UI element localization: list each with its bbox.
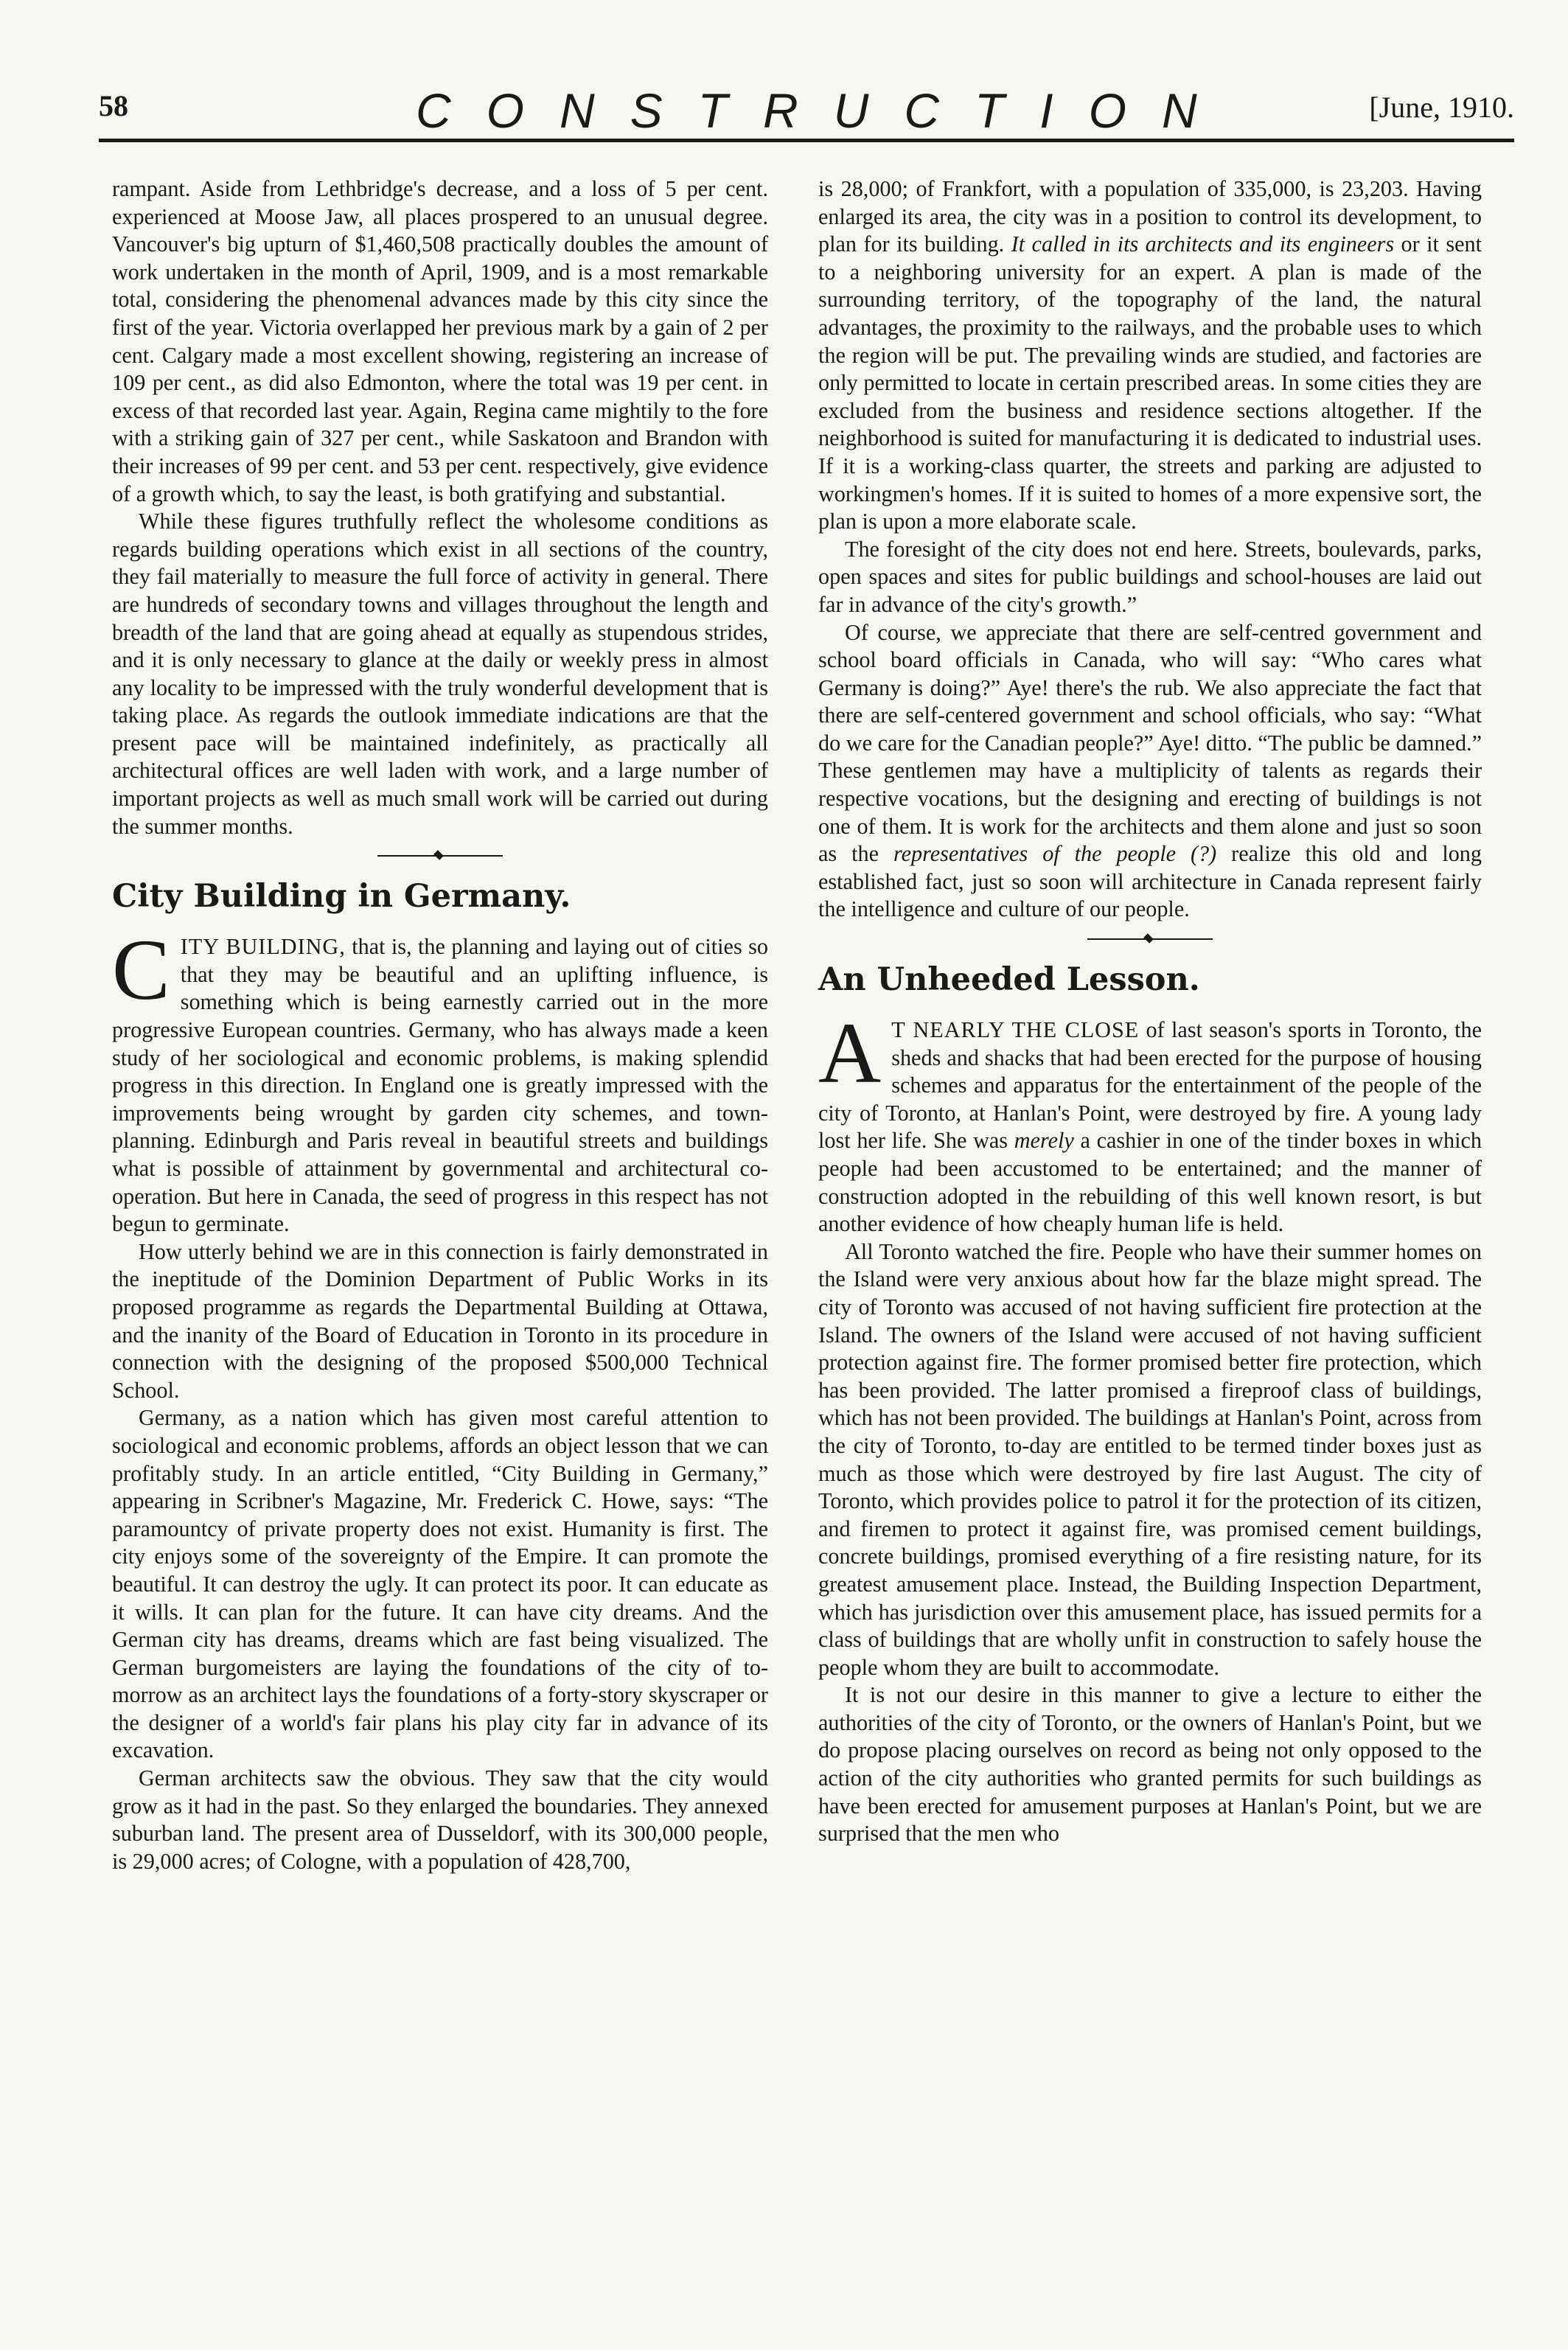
page-header	[99, 83, 1514, 142]
lead-in-caps: ITY BUILDING,	[180, 934, 346, 960]
italic-text: It called in its architects and its engineers	[1011, 231, 1395, 257]
paragraph-with-dropcap	[112, 921, 768, 1238]
dropcap: C	[112, 921, 170, 1019]
paragraph: All Toronto watched the fire. People who have their summer homes on the Island were very anxious about how far the blaze might spread. The city of Toronto was accused of not having sufficient fire protection at the Island. The owners of the Island were accused of not having sufficient protection against fire. The former promised better fire protection, which has been provided. The latter promised a fireproof class of buildings, which has not been provided. The buildings at Hanlan's Point, across from the city of Toronto, to-day are entitled to be termed tinder boxes just as much as those which were destroyed by fire last August. The city of Toronto, which provides police to patrol it for the protection of its citizen, and firemen to protect it against fire, was promised cement buildings, concrete buildings, promised everything of a fire resisting nature, for its greatest amusement place. Instead, the Building Inspection Department, which has jurisdiction over this amusement place, has issued permits for a class of buildings that are wholly unfit in construction to safely house the people whom they are built to accommodate.	[818, 1238, 1482, 1680]
paragraph-text: is 28,000; of Frankfort, with a population of 335,000, is 23,203. Having enlarged its area, the city was in a position to control its development, to plan for its building.	[818, 176, 1482, 257]
lead-in-caps: T NEARLY THE CLOSE	[891, 1017, 1140, 1043]
paragraph-with-dropcap	[818, 1005, 1482, 1238]
paragraph	[818, 175, 1482, 536]
italic-text: merely	[1014, 1128, 1074, 1154]
paragraph-text: realize this old and long established fact, just so soon will architecture in Canada represent fairly the intelligence and culture of our people.	[818, 841, 1482, 922]
paragraph-text: of last season's sports in Toronto, the sheds and shacks that had been erected for the purpose of housing schemes and apparatus for the entertainment of the people of the city of Toronto, at Hanlan's Point, were destroyed by fire. A young lady lost her life. She was	[818, 1017, 1482, 1154]
paragraph: rampant. Aside from Lethbridge's decrease, and a loss of 5 per cent. experienced at Moose Jaw, all places prospered to an unusual degree. Vancouver's big upturn of $1,460,508 practically doubles the amount of work undertaken in the month of April, 1909, and is a most remarkable total, considering the phenomenal advances made by this city since the first of the year. Victoria overlapped her previous mark by a gain of 2 per cent. Calgary made a most excellent showing, registering an increase of 109 per cent., as did also Edmonton, where the total was 19 per cent. in excess of that recorded last year. Again, Regina came mightily to the fore with a striking gain of 327 per cent., while Saskatoon and Brandon with their increases of 99 per cent. and 53 per cent. respectively, give evidence of a growth which, to say the least, is both gratifying and substantial.	[112, 176, 768, 506]
paragraph: German architects saw the obvious. They saw that the city would grow as it had in the past. So they enlarged the boundaries. They annexed suburban land. The present area of Dusseldorf, with its 300,000 people, is 29,000 acres; of Cologne, with a population of 428,700,	[112, 1765, 768, 1874]
dropcap: A	[818, 1005, 882, 1102]
paragraph: It is not our desire in this manner to give a lecture to either the authorities of the city of Toronto, or the owners of Hanlan's Point, but we do propose placing ourselves on record as being not only opposed to the action of the city authorities who granted permits for such buildings as have been erected for amusement purposes at Hanlan's Point, but we are surprised that the men who	[818, 1682, 1482, 1847]
right-column	[818, 175, 1482, 1848]
paragraph-text: or it sent to a neighboring university for an expert. A plan is made of the surrounding territory, of the topography of the land, the natural advantages, the proximity to the railways, and the probable uses to which the region will be put. The prevailing winds are studied, and factories are only permitted to locate in certain prescribed areas. In some cities they are excluded from the business and residence sections altogether. If the neighborhood is suited for manufacturing it is dedicated to industrial uses. If it is a working-class quarter, the streets and parking are adjusted to workingmen's homes. If it is suited to homes of a more expensive sort, the plan is upon a more elaborate scale.	[818, 231, 1482, 534]
paragraph: While these figures truthfully reflect the wholesome conditions as regards building operations which exist in all sections of the country, they fail materially to measure the full force of activity in general. There are hundreds of secondary towns and villages throughout the length and breadth of the land that are going ahead at equally as stupendous strides, and it is only necessary to glance at the daily or weekly press in almost any locality to be impressed with the truly wonderful development that is taking place. As regards the outlook immediate indications are that the present pace will be maintained indefinitely, as practically all architectural offices are well laden with work, and a large number of important projects as well as much small work will be carried out during the summer months.	[112, 509, 768, 839]
page-number: 58	[99, 89, 128, 122]
paragraph: Germany, as a nation which has given most careful attention to sociological and economic problems, affords an object lesson that we can profitably study. In an article entitled, “City Building in Germany,” appearing in Scribner's Magazine, Mr. Frederick C. Howe, says: “The paramountcy of private property does not exist. Humanity is first. The city enjoys some of the sovereignty of the Empire. It can promote the beautiful. It can destroy the ugly. It can protect its poor. It can educate as it wills. It can plan for the future. It can have city dreams. And the German city has dreams, dreams which are fast being visualized. The German burgomeisters are laying the foundations of the city of to-morrow as an architect lays the foundations of a forty-story skyscraper or the designer of a world's fair plans his play city far in advance of its excavation.	[112, 1405, 768, 1763]
paragraph	[818, 619, 1482, 924]
issue-date: [June, 1910.	[1369, 91, 1514, 124]
section-divider	[1087, 934, 1213, 944]
section-divider	[377, 851, 503, 861]
magazine-title: CONSTRUCTION	[416, 83, 1233, 138]
paragraph: How utterly behind we are in this connection is fairly demonstrated in the ineptitude of the Dominion Department of Public Works in its proposed programme as regards the Departmental Building at Ottawa, and the inanity of the Board of Education in Toronto in its procedure in connection with the designing of the proposed $500,000 Technical School.	[112, 1238, 768, 1403]
left-column	[112, 175, 768, 1875]
paragraph-text: a cashier in one of the tinder boxes in which people had been accustomed to be entertained; and the manner of construction adopted in the rebuilding of this well known resort, is but another evidence of how cheaply human life is held.	[818, 1128, 1482, 1237]
paragraph: The foresight of the city does not end here. Streets, boulevards, parks, open spaces and sites for public buildings and school-houses are laid out far in advance of the city's growth.”	[818, 536, 1482, 617]
article-heading-unheeded-lesson: An Unheeded Lesson.	[818, 961, 1200, 999]
italic-text: representatives of the people (?)	[893, 841, 1217, 867]
paragraph-text: Of course, we appreciate that there are self-centred government and school board officials in Canada, who will say: “Who cares what Germany is doing?” Aye! there's the rub. We also appreciate the fact that there are self-centered government and school officials, who say: “What do we care for the Canadian people?” Aye! ditto. “The public be damned.” These gentlemen may have a multiplicity of talents as regards their respective vocations, but the designing and erecting of buildings is not one of them. It is work for the architects and them alone and just so soon as the	[818, 619, 1482, 867]
paragraph-text: that is, the planning and laying out of cities so that they may be beautiful and an uplifting influence, is something which is being earnestly carried out in the more progressive European countries. Germany, who has always made a keen study of her sociological and economic problems, is making splendid progress in this direction. In England one is greatly impressed with the improvements being wrought by garden city schemes, and town-planning. Edinburgh and Paris reveal in beautiful streets and buildings what is possible of attainment by governmental and architectural co-operation. But here in Canada, the seed of progress in this respect has not begun to germinate.	[112, 934, 768, 1237]
article-heading-city-building: City Building in Germany.	[112, 878, 571, 916]
